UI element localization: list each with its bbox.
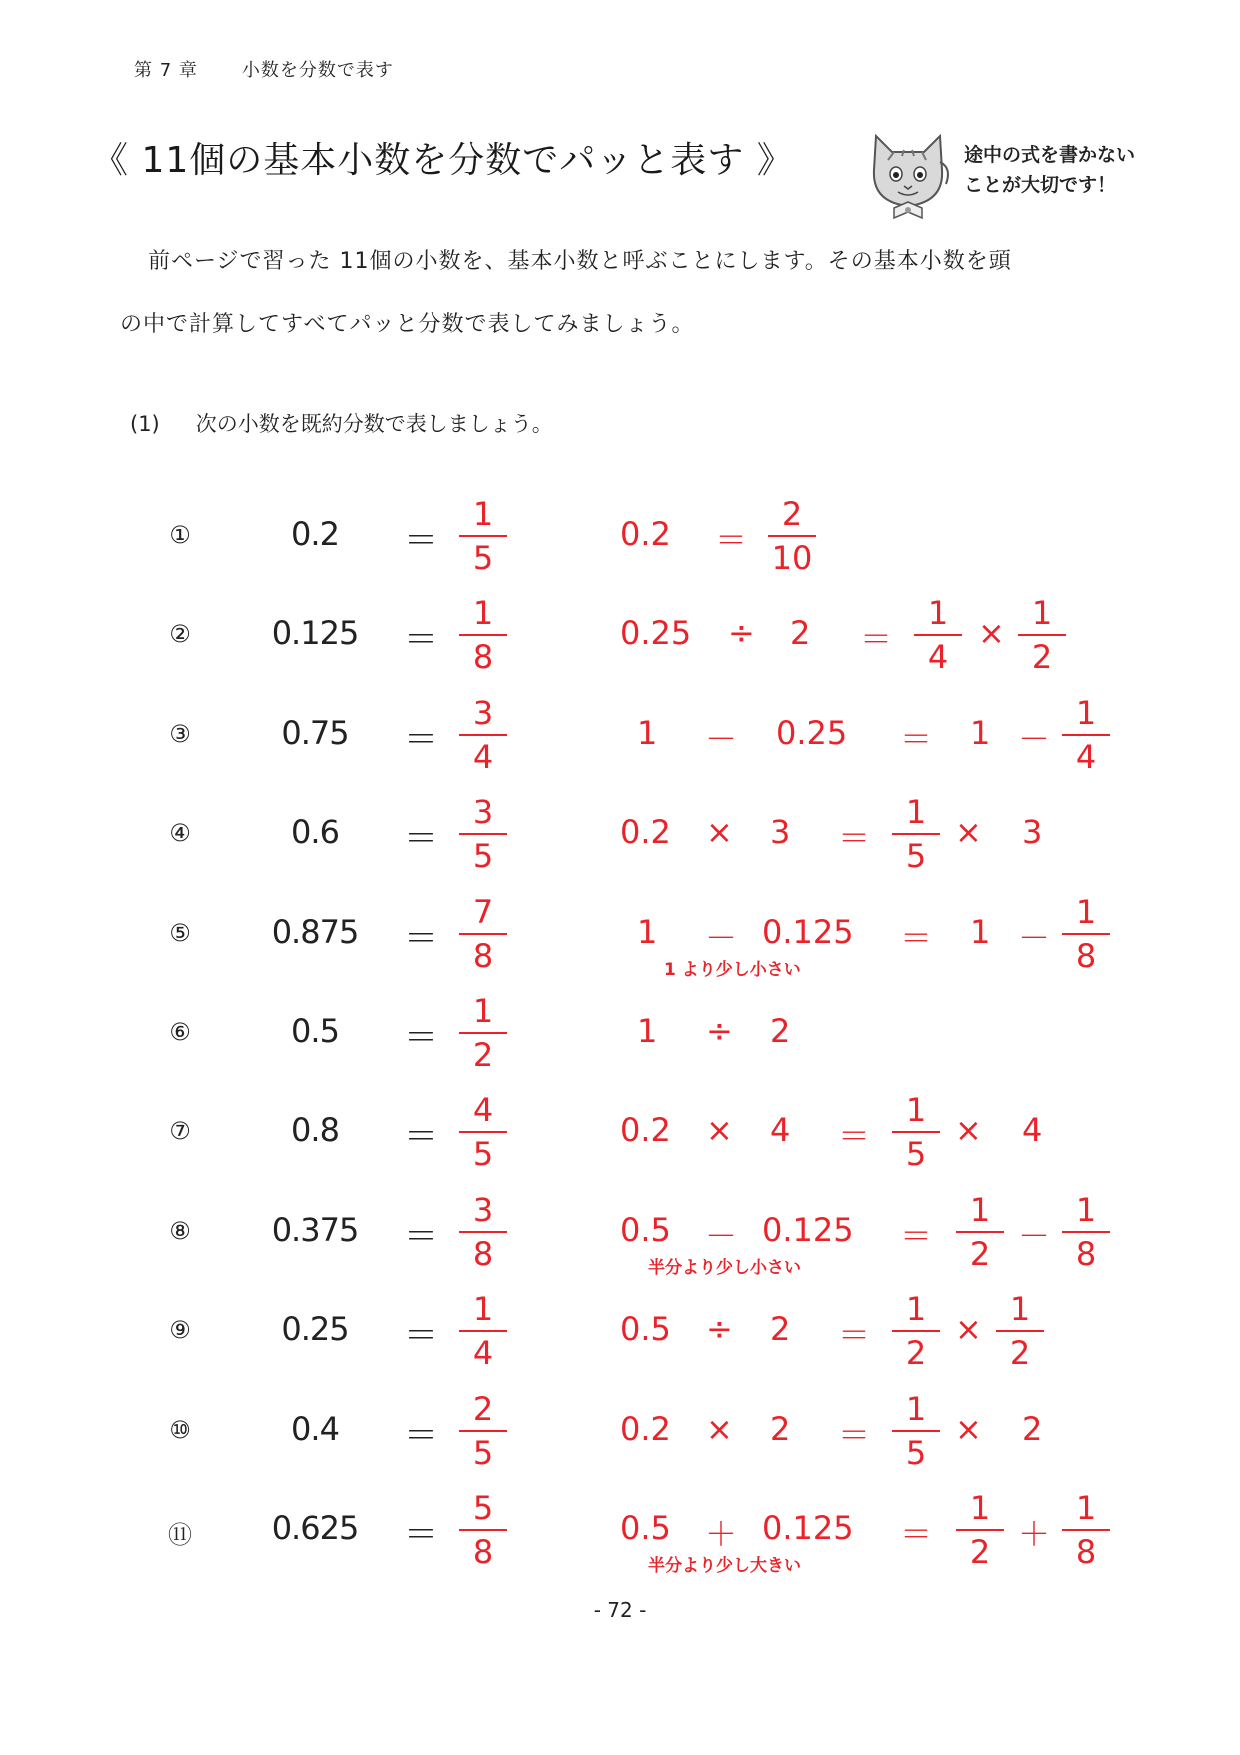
work-token: 0.25 bbox=[620, 614, 692, 652]
page-title: 《 11個の基本小数を分数でパッと表す 》 bbox=[92, 140, 794, 181]
work-token: 3 bbox=[1022, 813, 1043, 851]
numerator: 3 bbox=[472, 694, 494, 732]
answer-fraction bbox=[459, 594, 507, 676]
problem-number: ⑦ bbox=[169, 1117, 191, 1145]
answer-fraction bbox=[459, 1191, 507, 1273]
speech-line-2: ことが大切です！ bbox=[964, 174, 1117, 196]
work-token: ÷ bbox=[728, 614, 755, 652]
decimal-value: 0.875 bbox=[271, 913, 359, 951]
fraction-bar bbox=[996, 1330, 1044, 1332]
work-fraction bbox=[1062, 1489, 1110, 1571]
denominator: 5 bbox=[472, 837, 494, 875]
fraction-bar bbox=[956, 1529, 1004, 1531]
decimal-value: 0.625 bbox=[271, 1509, 359, 1547]
denominator: 2 bbox=[969, 1235, 991, 1273]
numerator: 3 bbox=[472, 1191, 494, 1229]
problem-number: ⑤ bbox=[169, 919, 191, 947]
work-fraction bbox=[956, 1489, 1004, 1571]
equals-sign: ＝ bbox=[404, 1416, 438, 1456]
work-token: ÷ bbox=[706, 1310, 733, 1348]
work-token: × bbox=[706, 1111, 733, 1149]
fraction-bar bbox=[459, 1131, 507, 1133]
equals-sign: ＝ bbox=[404, 1018, 438, 1058]
problem-row bbox=[0, 1489, 1240, 1597]
fraction-bar bbox=[768, 535, 816, 537]
problem-number: ⑥ bbox=[169, 1018, 191, 1046]
denominator: 8 bbox=[472, 638, 494, 676]
work-token: 2 bbox=[790, 614, 811, 652]
fraction-bar bbox=[892, 1330, 940, 1332]
numerator: 3 bbox=[472, 793, 494, 831]
numerator: 1 bbox=[1075, 1191, 1097, 1229]
equals-sign: ＝ bbox=[404, 919, 438, 959]
denominator: 8 bbox=[1075, 937, 1097, 975]
numerator: 1 bbox=[472, 495, 494, 533]
numerator: 1 bbox=[905, 1390, 927, 1428]
question-number: (1) bbox=[130, 412, 160, 436]
fraction-bar bbox=[459, 1231, 507, 1233]
work-token: 2 bbox=[770, 1310, 791, 1348]
intro-line-2: の中で計算してすべてパッと分数で表してみましょう。 bbox=[120, 312, 695, 337]
answer-fraction bbox=[459, 1489, 507, 1571]
work-token: － bbox=[1018, 919, 1051, 957]
numerator: 1 bbox=[905, 1091, 927, 1129]
work-token: 1 bbox=[637, 1012, 658, 1050]
problem-number: ④ bbox=[169, 819, 191, 847]
fraction-bar bbox=[892, 1430, 940, 1432]
denominator: 5 bbox=[472, 1135, 494, 1173]
decimal-value: 0.125 bbox=[271, 614, 359, 652]
work-fraction bbox=[1062, 694, 1110, 776]
equals-sign: ＝ bbox=[404, 819, 438, 859]
decimal-value: 0.75 bbox=[281, 714, 349, 752]
denominator: 4 bbox=[472, 738, 494, 776]
problem-number: ⑧ bbox=[169, 1217, 191, 1245]
denominator: 4 bbox=[927, 638, 949, 676]
hint-note: 半分より少し小さい bbox=[648, 1258, 801, 1278]
denominator: 8 bbox=[472, 1533, 494, 1571]
numerator: 1 bbox=[472, 594, 494, 632]
chapter-header bbox=[134, 56, 394, 82]
fraction-bar bbox=[459, 833, 507, 835]
denominator: 8 bbox=[472, 1235, 494, 1273]
work-fraction bbox=[956, 1191, 1004, 1273]
answer-fraction bbox=[459, 1290, 507, 1372]
fraction-bar bbox=[459, 1529, 507, 1531]
work-token: 0.125 bbox=[762, 1211, 854, 1249]
fraction-bar bbox=[914, 634, 962, 636]
equals-sign: ＝ bbox=[404, 620, 438, 660]
answer-fraction bbox=[459, 893, 507, 975]
denominator: 2 bbox=[969, 1533, 991, 1571]
fraction-bar bbox=[459, 1032, 507, 1034]
work-token: 0.2 bbox=[620, 1111, 671, 1149]
numerator: 1 bbox=[1075, 893, 1097, 931]
speech-line-1: 途中の式を書かない bbox=[964, 144, 1136, 166]
denominator: 5 bbox=[905, 1434, 927, 1472]
work-token: 0.5 bbox=[620, 1509, 671, 1547]
problem-number: ⑪ bbox=[168, 1521, 192, 1549]
work-token: 4 bbox=[1022, 1111, 1043, 1149]
problem-row bbox=[0, 793, 1240, 901]
work-token: － bbox=[705, 919, 738, 957]
work-token: ＝ bbox=[838, 1316, 871, 1354]
work-token: × bbox=[955, 1310, 982, 1348]
numerator: 2 bbox=[472, 1390, 494, 1428]
fraction-bar bbox=[459, 1330, 507, 1332]
denominator: 2 bbox=[905, 1334, 927, 1372]
hint-note: 1 より少し小さい bbox=[664, 960, 801, 980]
fraction-bar bbox=[1018, 634, 1066, 636]
decimal-value: 0.6 bbox=[291, 813, 339, 851]
numerator: 1 bbox=[1009, 1290, 1031, 1328]
decimal-value: 0.375 bbox=[271, 1211, 359, 1249]
numerator: 4 bbox=[472, 1091, 494, 1129]
problem-row bbox=[0, 893, 1240, 1001]
denominator: 2 bbox=[472, 1036, 494, 1074]
denominator: 5 bbox=[472, 539, 494, 577]
work-token: ＋ bbox=[1018, 1515, 1051, 1553]
equals-sign: ＝ bbox=[404, 521, 438, 561]
numerator: 1 bbox=[1031, 594, 1053, 632]
work-token: 0.2 bbox=[620, 1410, 671, 1448]
work-token: 0.2 bbox=[620, 515, 671, 553]
page-number: - 72 - bbox=[593, 1598, 647, 1622]
denominator: 4 bbox=[472, 1334, 494, 1372]
numerator: 1 bbox=[472, 1290, 494, 1328]
answer-fraction bbox=[459, 495, 507, 577]
numerator: 5 bbox=[472, 1489, 494, 1527]
problem-row bbox=[0, 1091, 1240, 1199]
work-token: × bbox=[706, 1410, 733, 1448]
work-token: ＝ bbox=[900, 1217, 933, 1255]
work-token: ＋ bbox=[705, 1515, 738, 1553]
work-token: 0.125 bbox=[762, 913, 854, 951]
decimal-value: 0.4 bbox=[291, 1410, 339, 1448]
problem-number: ③ bbox=[169, 720, 191, 748]
work-token: 1 bbox=[970, 714, 991, 752]
work-token: 0.125 bbox=[762, 1509, 854, 1547]
denominator: 8 bbox=[1075, 1533, 1097, 1571]
decimal-value: 0.2 bbox=[291, 515, 339, 553]
numerator: 1 bbox=[472, 992, 494, 1030]
work-fraction bbox=[892, 1390, 940, 1472]
work-fraction bbox=[996, 1290, 1044, 1372]
work-token: 0.2 bbox=[620, 813, 671, 851]
fraction-bar bbox=[892, 1131, 940, 1133]
problem-row bbox=[0, 1290, 1240, 1398]
work-token: 1 bbox=[970, 913, 991, 951]
problem-number: ① bbox=[169, 521, 191, 549]
decimal-value: 0.8 bbox=[291, 1111, 339, 1149]
work-fraction bbox=[1018, 594, 1066, 676]
fraction-bar bbox=[459, 535, 507, 537]
speech-bubble bbox=[964, 140, 1135, 200]
equals-sign: ＝ bbox=[404, 1515, 438, 1555]
denominator: 5 bbox=[905, 837, 927, 875]
fraction-bar bbox=[956, 1231, 1004, 1233]
work-token: － bbox=[1018, 1217, 1051, 1255]
numerator: 2 bbox=[781, 495, 803, 533]
fraction-bar bbox=[1062, 734, 1110, 736]
intro-line-1: 前ページで習った 11個の小数を、基本小数と呼ぶことにします。その基本小数を頭 bbox=[148, 249, 1012, 274]
answer-fraction bbox=[459, 793, 507, 875]
problem-row bbox=[0, 1191, 1240, 1299]
numerator: 1 bbox=[969, 1489, 991, 1527]
work-token: ＝ bbox=[838, 1117, 871, 1155]
problem-row bbox=[0, 992, 1240, 1100]
work-token: ＝ bbox=[900, 919, 933, 957]
denominator: 5 bbox=[905, 1135, 927, 1173]
denominator: 2 bbox=[1009, 1334, 1031, 1372]
equals-sign: ＝ bbox=[404, 1117, 438, 1157]
work-token: × bbox=[955, 1111, 982, 1149]
work-token: 3 bbox=[770, 813, 791, 851]
numerator: 1 bbox=[927, 594, 949, 632]
work-token: 2 bbox=[770, 1410, 791, 1448]
numerator: 7 bbox=[472, 893, 494, 931]
work-token: ÷ bbox=[706, 1012, 733, 1050]
work-token: 2 bbox=[1022, 1410, 1043, 1448]
fraction-bar bbox=[1062, 933, 1110, 935]
work-token: × bbox=[955, 1410, 982, 1448]
work-token: ＝ bbox=[900, 720, 933, 758]
chapter-title: 小数を分数で表す bbox=[241, 60, 394, 81]
problem-row bbox=[0, 1390, 1240, 1498]
numerator: 1 bbox=[905, 793, 927, 831]
work-fraction bbox=[892, 1091, 940, 1173]
numerator: 1 bbox=[1075, 694, 1097, 732]
denominator: 8 bbox=[1075, 1235, 1097, 1273]
work-fraction bbox=[768, 495, 816, 577]
work-token: × bbox=[706, 813, 733, 851]
work-token: 1 bbox=[637, 913, 658, 951]
fraction-bar bbox=[459, 933, 507, 935]
denominator: 4 bbox=[1075, 738, 1097, 776]
denominator: 8 bbox=[472, 937, 494, 975]
problem-number: ⑨ bbox=[169, 1316, 191, 1344]
work-token: 0.25 bbox=[776, 714, 848, 752]
work-token: 1 bbox=[637, 714, 658, 752]
work-token: 2 bbox=[770, 1012, 791, 1050]
fraction-bar bbox=[459, 634, 507, 636]
question-heading bbox=[130, 408, 553, 438]
fraction-bar bbox=[459, 1430, 507, 1432]
chapter-label: 第 7 章 bbox=[134, 60, 198, 81]
numerator: 1 bbox=[905, 1290, 927, 1328]
hint-note: 半分より少し大きい bbox=[648, 1556, 801, 1576]
problem-row bbox=[0, 694, 1240, 802]
answer-fraction bbox=[459, 1390, 507, 1472]
work-token: － bbox=[705, 720, 738, 758]
work-fraction bbox=[1062, 893, 1110, 975]
numerator: 1 bbox=[969, 1191, 991, 1229]
equals-sign: ＝ bbox=[404, 720, 438, 760]
work-token: × bbox=[978, 614, 1005, 652]
fraction-bar bbox=[892, 833, 940, 835]
decimal-value: 0.5 bbox=[291, 1012, 339, 1050]
fraction-bar bbox=[459, 734, 507, 736]
decimal-value: 0.25 bbox=[281, 1310, 349, 1348]
work-fraction bbox=[1062, 1191, 1110, 1273]
problem-number: ② bbox=[169, 620, 191, 648]
work-token: 0.5 bbox=[620, 1211, 671, 1249]
denominator: 2 bbox=[1031, 638, 1053, 676]
problem-number: ⑩ bbox=[169, 1416, 191, 1444]
answer-fraction bbox=[459, 694, 507, 776]
work-token: － bbox=[1018, 720, 1051, 758]
answer-fraction bbox=[459, 992, 507, 1074]
denominator: 10 bbox=[771, 539, 813, 577]
cat-mascot-icon bbox=[858, 122, 958, 222]
work-token: ＝ bbox=[838, 819, 871, 857]
problem-row bbox=[0, 495, 1240, 603]
work-fraction bbox=[892, 793, 940, 875]
equals-sign: ＝ bbox=[404, 1316, 438, 1356]
work-fraction bbox=[914, 594, 962, 676]
fraction-bar bbox=[1062, 1529, 1110, 1531]
fraction-bar bbox=[1062, 1231, 1110, 1233]
work-token: × bbox=[955, 813, 982, 851]
denominator: 5 bbox=[472, 1434, 494, 1472]
work-token: ＝ bbox=[715, 521, 748, 559]
answer-fraction bbox=[459, 1091, 507, 1173]
equals-sign: ＝ bbox=[404, 1217, 438, 1257]
work-token: － bbox=[705, 1217, 738, 1255]
question-text: 次の小数を既約分数で表しましょう。 bbox=[195, 412, 553, 436]
work-fraction bbox=[892, 1290, 940, 1372]
work-token: 4 bbox=[770, 1111, 791, 1149]
work-token: ＝ bbox=[900, 1515, 933, 1553]
work-token: ＝ bbox=[838, 1416, 871, 1454]
work-token: ＝ bbox=[860, 620, 893, 658]
numerator: 1 bbox=[1075, 1489, 1097, 1527]
problem-row bbox=[0, 594, 1240, 702]
work-token: 0.5 bbox=[620, 1310, 671, 1348]
